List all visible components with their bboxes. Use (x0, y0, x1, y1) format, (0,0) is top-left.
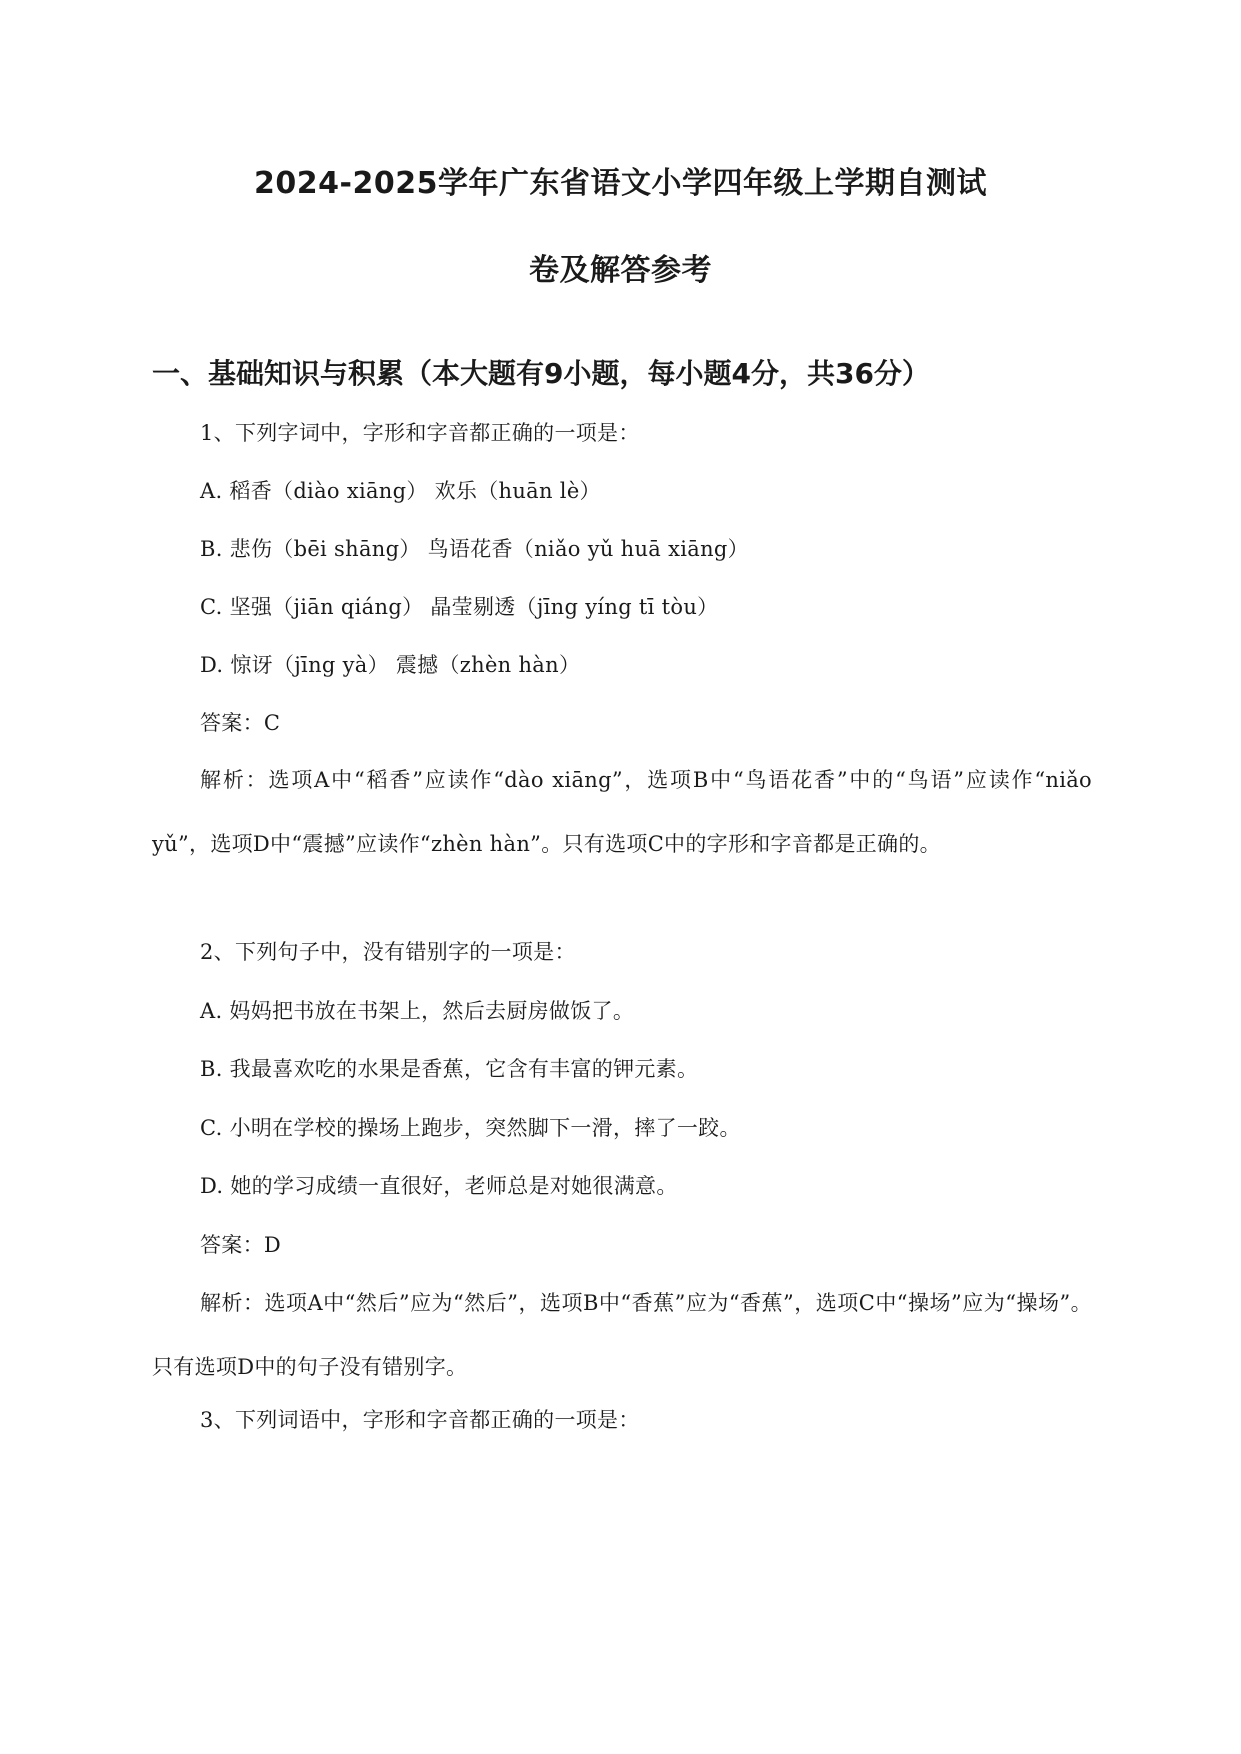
section-heading: 一、基础知识与积累（本大题有9小题，每小题4分，共36分） (152, 357, 930, 390)
question-2-option-a: A. 妈妈把书放在书架上，然后去厨房做饭了。 (200, 999, 635, 1023)
question-3-stem: 3、下列词语中，字形和字音都正确的一项是： (200, 1408, 640, 1432)
question-2-option-d: D. 她的学习成绩一直很好，老师总是对她很满意。 (200, 1174, 678, 1198)
question-2-option-b: B. 我最喜欢吃的水果是香蕉，它含有丰富的钾元素。 (200, 1057, 699, 1081)
question-2-analysis: 解析：选项A中“然后”应为“然后”，选项B中“香蕉”应为“香蕉”，选项C中“操场”应为“操场”。只有选项D中的句子没有错别字。 (152, 1291, 1092, 1379)
question-2-option-c: C. 小明在学校的操场上跑步，突然脚下一滑，摔了一跤。 (200, 1116, 741, 1140)
question-2-stem: 2、下列句子中，没有错别字的一项是： (200, 940, 576, 964)
question-1-answer: 答案：C (200, 711, 281, 735)
question-1-option-c: C. 坚强（jiān qiáng） 晶莹剔透（jīng yíng tī tòu） (200, 595, 719, 619)
document-title-line-2: 卷及解答参考 (529, 253, 712, 288)
question-1-option-d: D. 惊讶（jīng yà） 震撼（zhèn hàn） (200, 653, 581, 677)
question-2-answer: 答案：D (200, 1233, 282, 1257)
question-1-stem: 1、下列字词中，字形和字音都正确的一项是： (200, 421, 640, 445)
document-title-line-1: 2024-2025学年广东省语文小学四年级上学期自测试 (254, 166, 987, 201)
question-1-option-b: B. 悲伤（bēi shāng） 鸟语花香（niǎo yǔ huā xiāng） (200, 537, 749, 561)
question-1-analysis: 解析：选项A中“稻香”应读作“dào xiāng”，选项B中“鸟语花香”中的“鸟语”应读作“niǎo yǔ”，选项D中“震撼”应读作“zhèn hàn”。只有选项C中的字形和字音都是正确的。 (152, 768, 1092, 856)
question-1-option-a: A. 稻香（diào xiāng） 欢乐（huān lè） (200, 479, 601, 503)
